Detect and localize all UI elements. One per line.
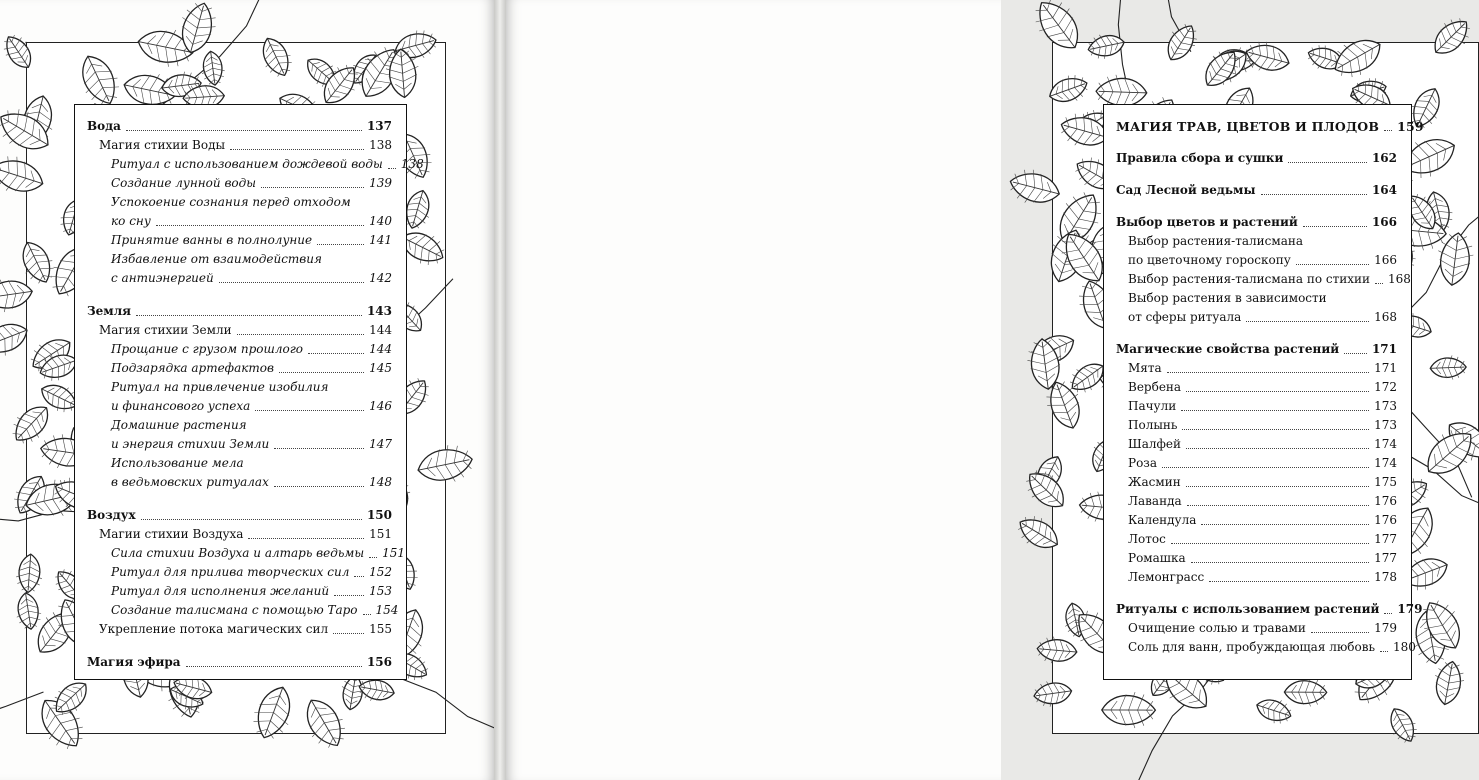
toc-entry[interactable]: Вербена 172 xyxy=(1128,380,1397,394)
toc-entry[interactable]: Лемонграсс 178 xyxy=(1128,570,1397,584)
toc-entry[interactable]: Прощание с грузом прошлого 144 xyxy=(111,342,392,356)
toc-entry[interactable]: Выбор цветов и растений 166 xyxy=(1116,215,1397,229)
toc-entry[interactable]: Роза 174 xyxy=(1128,456,1397,470)
toc-entry[interactable]: Очищение солью и травами 179 xyxy=(1128,621,1397,635)
toc-entry[interactable]: Пачули 173 xyxy=(1128,399,1397,413)
toc-entry[interactable]: Календула 176 xyxy=(1128,513,1397,527)
toc-entry[interactable]: Вода 137 xyxy=(87,119,392,133)
toc-entry[interactable]: Создание лунной воды 139 xyxy=(111,176,392,190)
toc-entry[interactable]: Выбор растения-талисмана по стихии 168 xyxy=(1128,272,1411,286)
toc-entry[interactable]: Правила сбора и сушки 162 xyxy=(1116,151,1397,165)
toc-entry[interactable]: Магические свойства растений 171 xyxy=(1116,342,1397,356)
toc-entry[interactable]: Домашние растения и энергия стихии Земли 147 xyxy=(111,418,392,451)
toc-entry[interactable]: Соль для ванн, пробуждающая любовь 180 xyxy=(1128,640,1416,654)
toc-entry[interactable]: Подзарядка артефактов 145 xyxy=(111,361,392,375)
toc-entry[interactable]: Использование мела в ведьмовских ритуалах 148 xyxy=(111,456,392,489)
toc-entry[interactable]: Ромашка 177 xyxy=(1128,551,1397,565)
toc-entry[interactable]: Успокоение сознания перед отходом ко сну 140 xyxy=(111,195,392,228)
toc-entry[interactable]: Ритуал для исполнения желаний 153 xyxy=(111,584,392,598)
toc-entry[interactable]: Воздух 150 xyxy=(87,508,392,522)
right-page xyxy=(506,0,1424,780)
left-page xyxy=(0,0,494,780)
toc-entry[interactable]: Полынь 173 xyxy=(1128,418,1397,432)
toc-entry[interactable]: Магия эфира 156 xyxy=(87,655,392,669)
toc-entry[interactable]: Магия стихии Воды 138 xyxy=(99,138,392,152)
toc-entry[interactable]: Принятие ванны в полнолуние 141 xyxy=(111,233,392,247)
toc-entry[interactable]: Сад Лесной ведьмы 164 xyxy=(1116,183,1397,197)
toc-entry[interactable]: Магии стихии Воздуха 151 xyxy=(99,527,392,541)
toc-entry[interactable]: Мята 171 xyxy=(1128,361,1397,375)
toc-entry[interactable]: Создание талисмана с помощью Таро 154 xyxy=(111,603,399,617)
book-spine xyxy=(494,0,506,780)
toc-entry[interactable]: Укрепление потока магических сил 155 xyxy=(99,622,392,636)
toc-entry[interactable]: Ритуал с использованием дождевой воды 138 xyxy=(111,157,424,171)
toc-entry[interactable]: Выбор растения в зависимости от сферы ритуала 168 xyxy=(1128,291,1397,324)
toc-entry[interactable]: Жасмин 175 xyxy=(1128,475,1397,489)
toc-box-right xyxy=(1103,104,1424,680)
toc-entry[interactable]: Выбор растения-талисмана по цветочному гороскопу 166 xyxy=(1128,234,1397,267)
toc-entry[interactable]: Ритуал на привлечение изобилия и финансового успеха 146 xyxy=(111,380,392,413)
toc-entry[interactable]: МАГИЯ ТРАВ, ЦВЕТОВ И ПЛОДОВ 159 xyxy=(1116,119,1424,134)
toc-entry[interactable]: Лаванда 176 xyxy=(1128,494,1397,508)
toc-entry[interactable]: Сила стихии Воздуха и алтарь ведьмы 151 xyxy=(111,546,406,560)
toc-entry[interactable]: Ритуалы с использованием растений 179 xyxy=(1116,602,1423,616)
toc-entry[interactable]: Ритуал для прилива творческих сил 152 xyxy=(111,565,392,579)
toc-entry[interactable]: Земля 143 xyxy=(87,304,392,318)
toc-box-left xyxy=(74,104,424,680)
toc-entry[interactable]: Магия стихии Земли 144 xyxy=(99,323,392,337)
toc-entry[interactable]: Избавление от взаимодействия с антиэнергией 142 xyxy=(111,252,392,285)
toc-entry[interactable]: Шалфей 174 xyxy=(1128,437,1397,451)
toc-entry[interactable]: Лотос 177 xyxy=(1128,532,1397,546)
